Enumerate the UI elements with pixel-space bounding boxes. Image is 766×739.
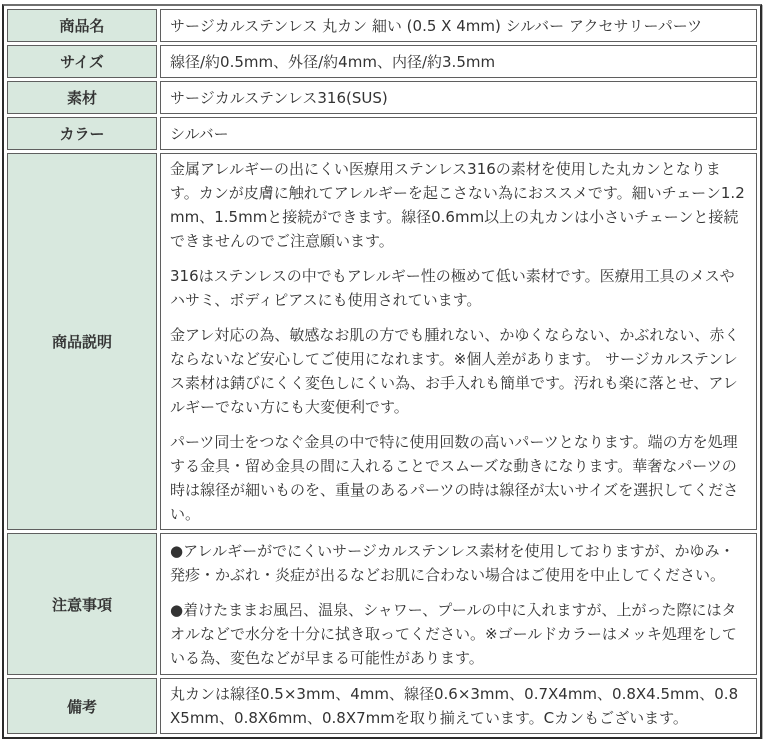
row-header-size: サイズ <box>7 45 157 78</box>
row-value-product-name: サージカルステンレス 丸カン 細い (0.5 X 4mm) シルバー アクセサリーパーツ <box>160 9 757 42</box>
precaution-paragraph: ●アレルギーがでにくいサージカルステンレス素材を使用しておりますが、かゆみ・発疹・かぶれ・炎症が出るなどお肌に合わない場合はご使用を中止してください。 <box>170 541 735 584</box>
precaution-paragraph: ●着けたままお風呂、温泉、シャワー、プールの中に入れますが、上がった際にはタオルなどで水分を十分に拭き取ってください。※ゴールドカラーはメッキ処理をしている為、変色などが早まる可能性があります。 <box>170 600 737 667</box>
row-value-size: 線径/約0.5mm、外径/約4mm、内径/約3.5mm <box>160 45 757 78</box>
table-row-color <box>7 117 757 150</box>
table-row-material <box>7 81 757 114</box>
description-paragraph: 金属アレルギーの出にくい医療用ステンレス316の素材を使用した丸カンとなります。カンが皮膚に触れてアレルギーを起こさない為におススメです。細いチェーン1.2mm、1.5mmと接続ができます。線径0.6mm以上の丸カンは小さいチェーンと接続できませんのでご注意願います。 <box>170 160 745 250</box>
table-row-remarks <box>7 678 757 734</box>
row-header-remarks: 備考 <box>7 678 157 734</box>
table-row-product-name <box>7 9 757 42</box>
description-paragraph: 金アレ対応の為、敏感なお肌の方でも腫れない、かゆくならない、かぶれない、赤くならないなど安心してご使用になれます。※個人差があります。 サージカルステンレス素材は錆びにくく変色しにくい為、お手入れも簡単です。汚れも楽に落とせ、アレルギーでない方にも大変便利です。 <box>170 326 740 416</box>
table-row-description <box>7 153 757 530</box>
row-header-description: 商品説明 <box>7 153 157 530</box>
table-row-size <box>7 45 757 78</box>
row-value-description <box>160 153 757 530</box>
row-value-precautions <box>160 533 757 675</box>
product-spec-table-body <box>7 9 757 734</box>
row-value-material: サージカルステンレス316(SUS) <box>160 81 757 114</box>
row-header-color: カラー <box>7 117 157 150</box>
row-value-color: シルバー <box>160 117 757 150</box>
row-header-material: 素材 <box>7 81 157 114</box>
row-value-remarks: 丸カンは線径0.5×3mm、4mm、線径0.6×3mm、0.7X4mm、0.8X4.5mm、0.8X5mm、0.8X6mm、0.8X7mmを取り揃えています。Cカンもございます。 <box>160 678 757 734</box>
row-header-precautions: 注意事項 <box>7 533 157 675</box>
description-paragraph: パーツ同士をつなぐ金具の中で特に使用回数の高いパーツとなります。端の方を処理する金具・留め金具の間に入れることでスムーズな動きになります。華奢なパーツの時は線径が細いものを、重量のあるパーツの時は線径が太いサイズを選択してください。 <box>170 433 739 523</box>
product-spec-table <box>2 4 762 739</box>
row-header-product-name: 商品名 <box>7 9 157 42</box>
table-row-precautions <box>7 533 757 675</box>
description-paragraph: 316はステンレスの中でもアレルギー性の極めて低い素材です。医療用工具のメスやハサミ、ボディピアスにも使用されています。 <box>170 267 735 309</box>
